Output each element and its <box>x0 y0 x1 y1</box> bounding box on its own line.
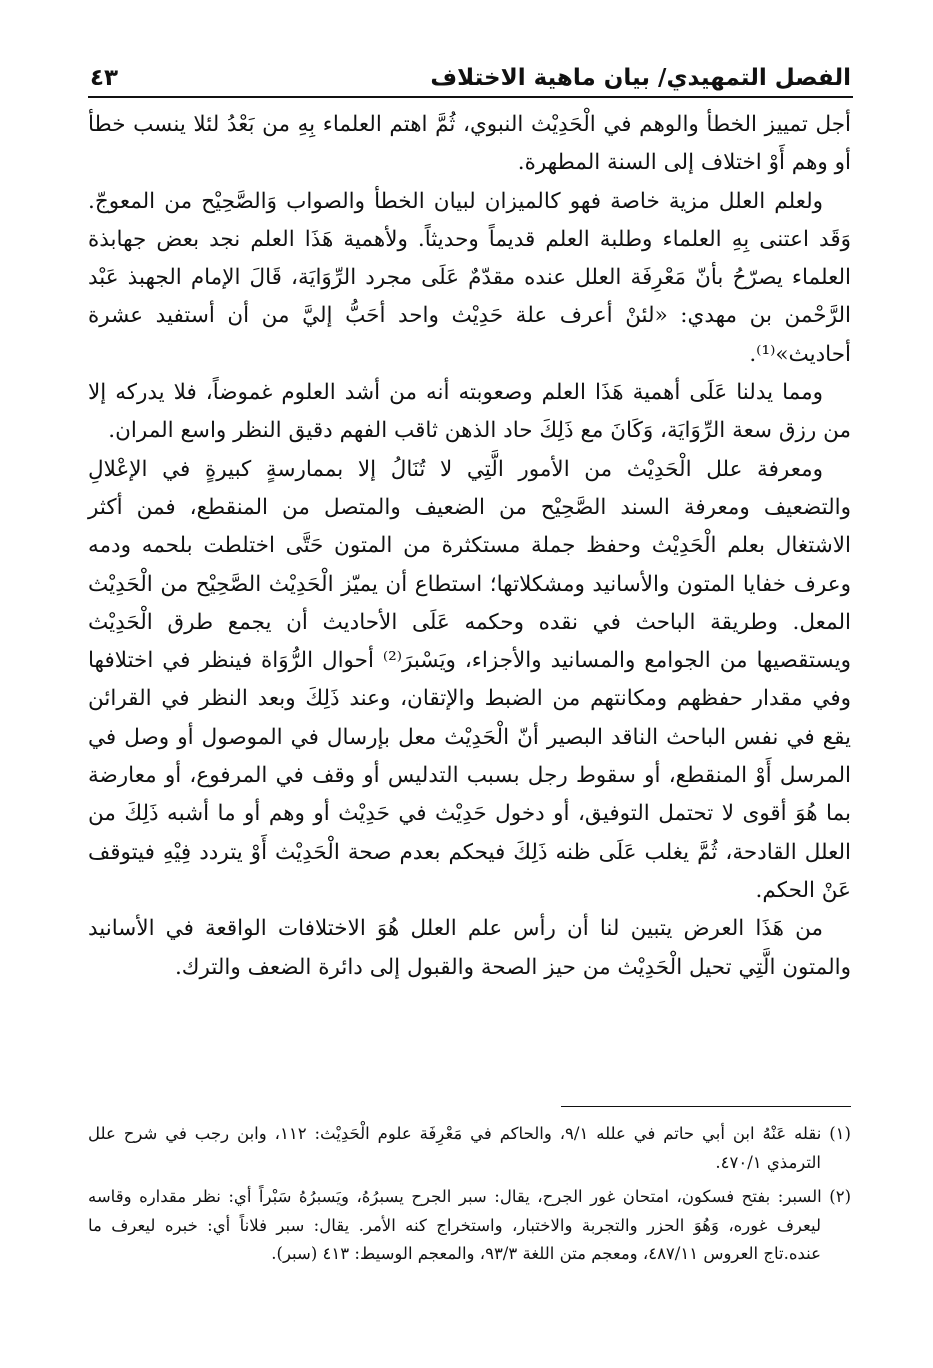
main-text <box>88 106 851 987</box>
footnote-2: (٢) السبر: بفتح فسكون، امتحان غور الجرح، يقال: سبر الجرح يسبرُهُ، ويَسبرُهُ سَبْراً أي: نظر مقداره وقاسه ليعرف غوره، وَهُوَ الحزر والتجربة والاختبار، واستخراج كنه الأمر. يقال: سبر فلاناً أي: خبره ليعرف ما عنده.تاج العروس ٤٨٧/١١، ومعجم متن اللغة ٩٣/٣، والمعجم الوسيط: ٤١٣ (سبر). <box>88 1187 851 1263</box>
header-divider <box>88 96 853 98</box>
paragraph-4: ومعرفة علل الْحَدِيْث من الأمور الَّتِي لا تُنَالُ إلا بممارسةٍ كبيرةٍ في الإعْلالِ والتضعيف ومعرفة السند الصَّحِيْح من الضعيف والمتصل من المنقطع، فمن أكثر الاشتغال بعلم الْحَدِيْث وحفظ جملة مستكثرة من المتون حَتَّى اختلطت بلحمه ودمه وعرف خفايا المتون والأسانيد ومشكلاتها؛ استطاع أن يميّز الْحَدِيْث الصَّحِيْح من الْحَدِيْث المعل. وطريقة الباحث في نقده وحكمه عَلَى الأحاديث أن يجمع طرق الْحَدِيْث ويستقصيها من الجوامع والمسانيد والأجزاء، ويَسْبرَ⁽²⁾ أحوال الرُّوَاة فينظر في اختلافها وفي مقدار حفظهم ومكانتهم من الضبط والإتقان، وعند ذَلِكَ وبعد النظر في القرائن يقع في نفس الباحث الناقد البصير أنّ الْحَدِيْث معل بإرسال في الموصول أو وصل في المرسل أَوْ المنقطع، أو سقوط رجل بسبب التدليس أو وقف في المرفوع، أو معارضة بما هُوَ أقوى لا تحتمل التوفيق، أو دخول حَدِيْث في حَدِيْث أو وهم أو ما أشبه ذَلِكَ من العلل القادحة، ثُمَّ يغلب عَلَى ظنه ذَلِكَ فيحكم بعدم صحة الْحَدِيْث أَوْ يتردد فِيْهِ فيتوقف عَنْ الحكم. <box>88 456 851 903</box>
footnote-1: (١) نقله عَنْهُ ابن أبي حاتم في علله ٩/١، والحاكم في مَعْرِفَة علوم الْحَدِيْث: ١١٢، وابن رجب في شرح علل الترمذي ٤٧٠/١. <box>88 1124 851 1172</box>
footnotes <box>88 1120 851 1269</box>
page-number: ٤٣ <box>90 65 119 91</box>
chapter-title: الفصل التمهيدي/ بيان ماهية الاختلاف <box>430 65 851 91</box>
paragraph-3: ومما يدلنا عَلَى أهمية هَذَا العلم وصعوبته أنه من أشد العلوم غموضاً، فلا يدركه إلا من رزق سعة الرِّوَايَة، وَكَانَ مع ذَلِكَ حاد الذهن ثاقب الفهم دقيق النظر واسع المران. <box>88 380 851 444</box>
paragraph-1: أجل تمييز الخطأ والوهم في الْحَدِيْث النبوي، ثُمَّ اهتم العلماء بِهِ من بَعْدُ لئلا ينسب خطأ أو وهم أَوْ اختلاف إلى السنة المطهرة. <box>88 112 851 176</box>
footnote-divider <box>561 1106 851 1107</box>
paragraph-5: من هَذَا العرض يتبين لنا أن رأس علم العلل هُوَ الاختلافات الواقعة في الأسانيد والمتون الَّتِي تحيل الْحَدِيْث من حيز الصحة والقبول إلى دائرة الضعف والترك. <box>88 916 851 980</box>
running-header <box>90 55 851 93</box>
paragraph-2: ولعلم العلل مزية خاصة فهو كالميزان لبيان الخطأ والصواب وَالصَّحِيْح من المعوجّ. وَقَد اعتنى بِهِ العلماء وطلبة العلم قديماً وحديثاً. ولأهمية هَذَا العلم نجد بعض جهابذة العلماء يصرّحُ بأنّ مَعْرِفَة العلل عنده مقدّمٌ عَلَى مجرد الرِّوَايَة، قَالَ الإمام الجهبذ عَبْد الرَّحْمن بن مهدي: «لئنْ أعرف علة حَدِيْث واحد أحَبُّ إليَّ من أن أستفيد عشرة أحاديث»⁽¹⁾. <box>88 188 851 367</box>
